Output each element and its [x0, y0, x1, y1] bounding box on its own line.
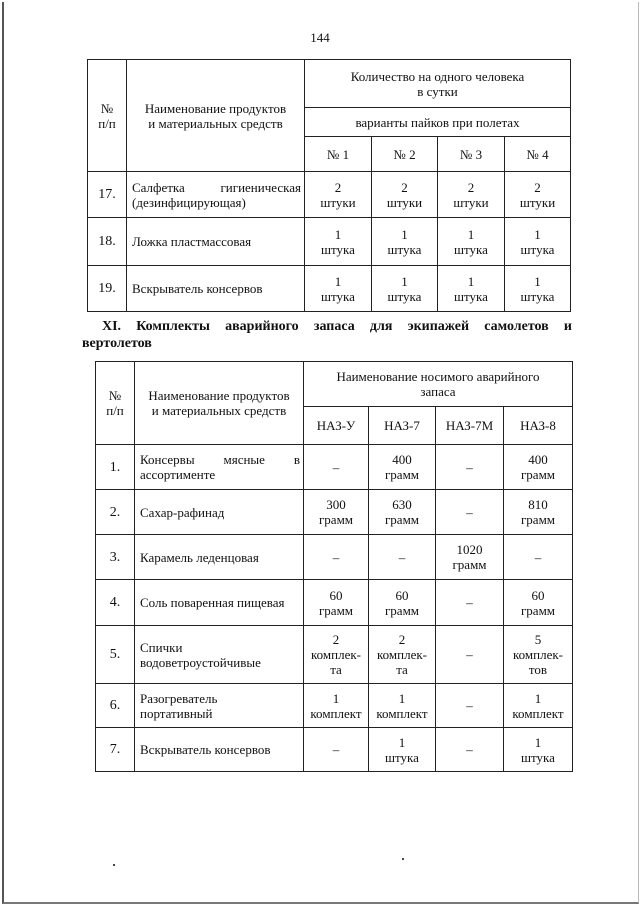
- col-header-quantity: Количество на одного человека в сутки: [305, 60, 571, 108]
- value-cell: 60 грамм: [504, 580, 573, 626]
- col-header-naz-7m: НАЗ-7М: [436, 407, 504, 445]
- item-name: Разогреватель портативный: [135, 684, 304, 728]
- item-name: Ложка пластмассовая: [127, 218, 305, 266]
- value-cell: 2 штуки: [372, 172, 438, 218]
- value-cell: –: [504, 535, 573, 580]
- value-cell: 1 комплект: [304, 684, 369, 728]
- table-row: [96, 684, 573, 728]
- table-row: [88, 172, 571, 218]
- value-cell: 1 штука: [504, 728, 573, 772]
- row-number: 6.: [96, 684, 135, 728]
- col-header-naz-u: НАЗ-У: [304, 407, 369, 445]
- table-row: [88, 266, 571, 312]
- value-cell: 60 грамм: [304, 580, 369, 626]
- value-cell: 1 штука: [438, 266, 505, 312]
- value-cell: 60 грамм: [369, 580, 436, 626]
- value-cell: 810 грамм: [504, 490, 573, 535]
- value-cell: 2 штуки: [305, 172, 372, 218]
- value-cell: 1 штука: [305, 218, 372, 266]
- col-header-num: № п/п: [96, 362, 135, 445]
- value-cell: –: [436, 626, 504, 684]
- value-cell: 1 штука: [372, 266, 438, 312]
- col-header-variant-3: № 3: [438, 137, 505, 172]
- row-number: 17.: [88, 172, 127, 218]
- col-header-name: Наименование продуктов и материальных средств: [135, 362, 304, 445]
- col-header-variant-2: № 2: [372, 137, 438, 172]
- section-heading: XI. Комплекты аварийного запаса для экипажей самолетов и вертолетов: [82, 319, 572, 351]
- col-header-name: Наименование продуктов и материальных средств: [127, 60, 305, 172]
- item-name: Соль поваренная пищевая: [135, 580, 304, 626]
- table-row: [96, 580, 573, 626]
- value-cell: 2 комплек- та: [369, 626, 436, 684]
- value-cell: 2 штуки: [505, 172, 571, 218]
- item-name: Сахар-рафинад: [135, 490, 304, 535]
- value-cell: 1 штука: [505, 218, 571, 266]
- row-number: 1.: [96, 445, 135, 490]
- item-name: Вскрыватель консервов: [127, 266, 305, 312]
- table-row: [96, 445, 573, 490]
- row-number: 4.: [96, 580, 135, 626]
- table-row: [96, 728, 573, 772]
- value-cell: 1 комплект: [504, 684, 573, 728]
- table-row: [96, 626, 573, 684]
- value-cell: –: [436, 490, 504, 535]
- table-row: [96, 490, 573, 535]
- item-name: Спички водоветроустойчивые: [135, 626, 304, 684]
- value-cell: 300 грамм: [304, 490, 369, 535]
- value-cell: –: [436, 580, 504, 626]
- row-number: 2.: [96, 490, 135, 535]
- value-cell: –: [304, 445, 369, 490]
- value-cell: –: [369, 535, 436, 580]
- value-cell: 1 комплект: [369, 684, 436, 728]
- col-header-naz-7: НАЗ-7: [369, 407, 436, 445]
- value-cell: 1020 грамм: [436, 535, 504, 580]
- value-cell: 1 штука: [372, 218, 438, 266]
- value-cell: 630 грамм: [369, 490, 436, 535]
- col-header-naz-8: НАЗ-8: [504, 407, 573, 445]
- row-number: 19.: [88, 266, 127, 312]
- ration-table: [87, 59, 571, 312]
- row-number: 5.: [96, 626, 135, 684]
- table-row: [88, 218, 571, 266]
- row-number: 7.: [96, 728, 135, 772]
- value-cell: –: [304, 535, 369, 580]
- value-cell: –: [436, 728, 504, 772]
- value-cell: 1 штука: [505, 266, 571, 312]
- item-name: Салфетка гигиеническая (дезинфицирующая): [127, 172, 305, 218]
- value-cell: 1 штука: [438, 218, 505, 266]
- value-cell: 2 штуки: [438, 172, 505, 218]
- value-cell: –: [436, 684, 504, 728]
- col-header-variants: варианты пайков при полетах: [305, 108, 571, 137]
- scan-speck: [402, 858, 404, 860]
- value-cell: 1 штука: [305, 266, 372, 312]
- item-name: Вскрыватель консервов: [135, 728, 304, 772]
- page-number: 144: [310, 30, 330, 45]
- row-number: 18.: [88, 218, 127, 266]
- emergency-kit-table: [95, 361, 573, 772]
- value-cell: 5 комплек- тов: [504, 626, 573, 684]
- item-name: Консервы мясные в ассортименте: [135, 445, 304, 490]
- value-cell: –: [436, 445, 504, 490]
- scan-speck: [113, 864, 115, 866]
- table-row: [96, 535, 573, 580]
- value-cell: 1 штука: [369, 728, 436, 772]
- row-number: 3.: [96, 535, 135, 580]
- value-cell: 400 грамм: [369, 445, 436, 490]
- value-cell: 2 комплек- та: [304, 626, 369, 684]
- col-header-num: № п/п: [88, 60, 127, 172]
- item-name: Карамель леденцовая: [135, 535, 304, 580]
- col-header-variant-4: № 4: [505, 137, 571, 172]
- value-cell: 400 грамм: [504, 445, 573, 490]
- col-header-kit-group: Наименование носимого аварийного запаса: [304, 362, 573, 407]
- value-cell: –: [304, 728, 369, 772]
- col-header-variant-1: № 1: [305, 137, 372, 172]
